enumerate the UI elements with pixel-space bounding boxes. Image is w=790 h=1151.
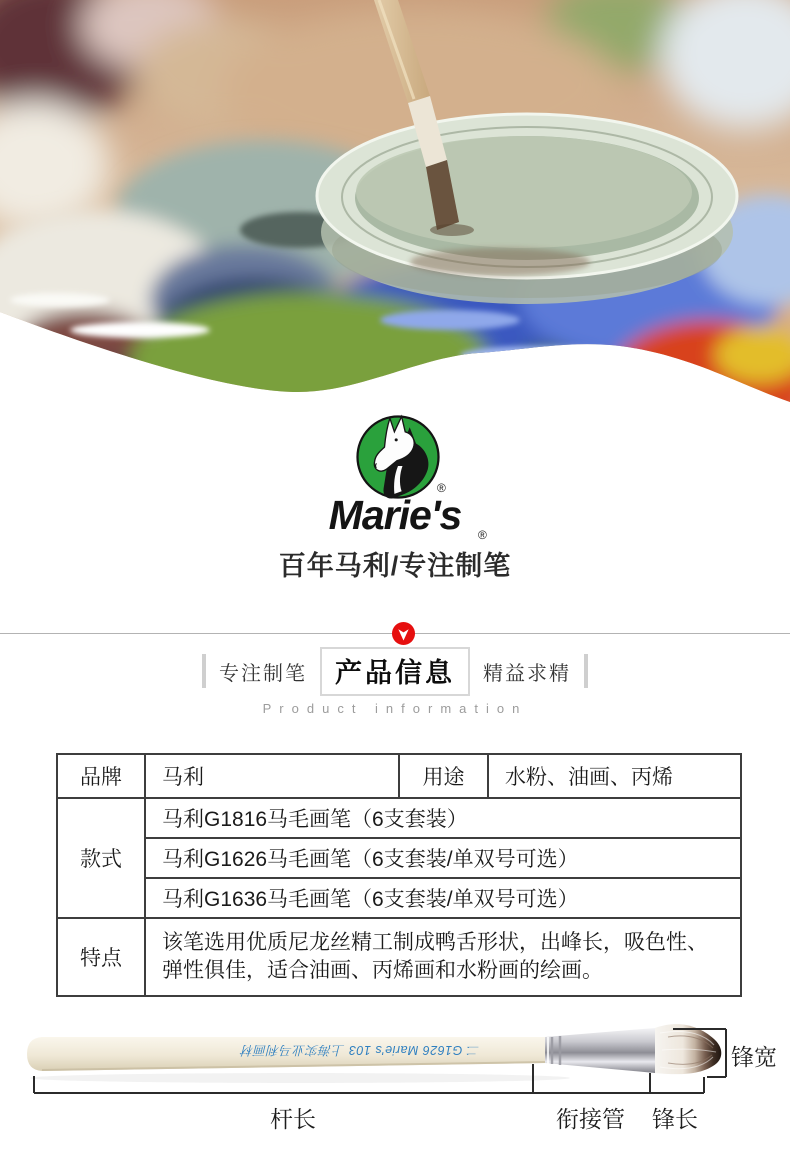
tip-length-label: 锋长 [652, 1106, 698, 1132]
brush-ferrule [545, 1028, 655, 1073]
wordmark-registered-mark: ® [478, 528, 487, 542]
feature-value-cell: 该笔选用优质尼龙丝精工制成鸭舌形状，出峰长，吸色性、弹性俱佳，适合油画、丙烯画和水粉画的绘画。 [145, 918, 741, 996]
handle-marking-text: 二 G1626 Marie's 103 上海实业马利画材 [240, 1043, 480, 1057]
style-value-cell: 马利G1636马毛画笔（6支套装/单双号可选） [145, 878, 741, 918]
section-right-tag: 精益求精 [483, 662, 571, 685]
section-subtitle-en: Product information [262, 701, 528, 716]
brush-bristles [655, 1024, 721, 1074]
style-label-cell: 款式 [57, 798, 145, 918]
feature-label-cell: 特点 [57, 918, 145, 996]
brand-wordmark: Marie's [328, 492, 462, 538]
right-divider-bar [584, 654, 588, 688]
style-value-cell: 马利G1626马毛画笔（6支套装/单双号可选） [145, 838, 741, 878]
usage-value-cell: 水粉、油画、丙烯 [488, 754, 741, 798]
section-title-box [320, 647, 470, 696]
section-left-tag: 专注制笔 [219, 662, 307, 685]
hero-palette-photo [0, 0, 790, 432]
handle-length-label: 杆长 [270, 1106, 316, 1132]
palette-photo-illustration [0, 0, 790, 432]
table-row [57, 754, 741, 798]
ferrule-label: 衔接管 [556, 1106, 625, 1132]
table-row [57, 878, 741, 918]
brand-label-cell: 品牌 [57, 754, 145, 798]
brush-shadow [30, 1073, 570, 1083]
section-title: 产品信息 [335, 657, 455, 688]
table-row [57, 918, 741, 996]
brand-slogan: 百年马利/专注制笔 [278, 551, 512, 581]
spec-table [56, 753, 742, 997]
section-header [0, 651, 790, 691]
table-row [57, 838, 741, 878]
style-value-cell: 马利G1816马毛画笔（6支套装） [145, 798, 741, 838]
brand-value-cell: 马利 [145, 754, 399, 798]
maries-horse-circle-logo [353, 412, 443, 502]
table-row [57, 798, 741, 838]
glass-dish [317, 114, 737, 304]
logo-registered-mark: ® [437, 481, 446, 495]
usage-label-cell: 用途 [399, 754, 488, 798]
brush-handle [27, 1037, 545, 1071]
tip-width-label: 锋宽 [731, 1044, 777, 1070]
left-divider-bar [202, 654, 206, 688]
down-arrow-icon [392, 622, 415, 645]
